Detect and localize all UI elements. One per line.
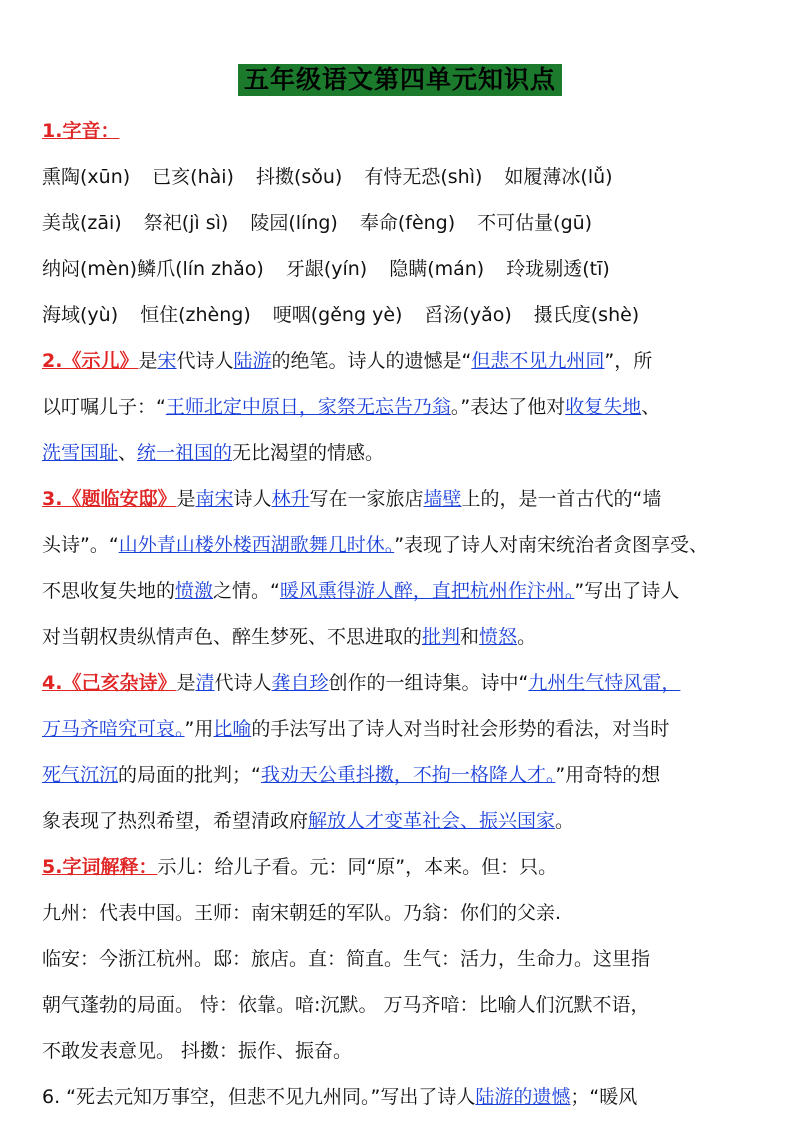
text: 。: [517, 626, 537, 648]
text: 对当朝权贵纵情声色、醉生梦死、不思进取的: [42, 626, 423, 648]
page-title: 五年级语文第四单元知识点: [238, 64, 562, 96]
pinyin-item: 陵园(líng): [250, 212, 338, 234]
text: ”表现了诗人对南宋统治者贪图享受、: [394, 534, 709, 556]
sec3-line-3: [42, 568, 754, 614]
pinyin-item: 隐瞒(mán): [389, 258, 485, 280]
pinyin-item: 熏陶(xūn): [42, 166, 131, 188]
text: ；“暖风: [570, 1086, 638, 1108]
keyword: 愤激: [175, 580, 214, 602]
keyword: 南宋: [195, 488, 234, 510]
sec2-line-1: [42, 338, 754, 384]
text: 示儿：给儿子看。元：同“原”，本来。但：只。: [157, 856, 558, 878]
sec3-line-2: [42, 522, 754, 568]
pinyin-item: 已亥(hài): [152, 166, 234, 188]
sec3-line-1: [42, 476, 754, 522]
keyword: 陆游的遗憾: [475, 1086, 571, 1108]
keyword: 解放人才变革社会、振兴国家: [308, 810, 556, 832]
text: 上的，是一首古代的“墙: [461, 488, 662, 510]
pinyin-item: 有恃无恐(shì): [364, 166, 483, 188]
pinyin-row-3: [42, 246, 754, 292]
text: ”写出了诗人: [574, 580, 680, 602]
sec5-line-3: [42, 936, 754, 982]
text: 的绝笔。诗人的遗憾是“: [271, 350, 472, 372]
pinyin-item: 如履薄冰(lǚ): [504, 166, 613, 188]
pinyin-item: 海域(yù): [42, 304, 119, 326]
keyword: 愤怒: [479, 626, 518, 648]
text: 临安：今浙江杭州。邸：旅店。直：简直。生气：活力，生命力。这里指: [42, 948, 651, 970]
sec4-heading: 4.《己亥杂诗》: [42, 672, 177, 694]
text: 。: [555, 810, 575, 832]
keyword: 暖风熏得游人醉，直把杭州作汴州。: [279, 580, 575, 602]
keyword: 死气沉沉: [42, 764, 119, 786]
text: 6. “死去元知万事空，但悲不见九州同。”写出了诗人: [42, 1086, 476, 1108]
text: 代诗人: [214, 672, 272, 694]
pinyin-item: 美哉(zāi): [42, 212, 122, 234]
pinyin-item: 不可估量(gū): [477, 212, 593, 234]
text: 和: [460, 626, 480, 648]
keyword: 比喻: [213, 718, 252, 740]
sec2-line-2: [42, 384, 754, 430]
sec2-line-3: [42, 430, 754, 476]
sec4-line-1: [42, 660, 754, 706]
title-wrap: [0, 64, 800, 96]
sec3-heading: 3.《题临安邸》: [42, 488, 177, 510]
pinyin-item: 纳闷(mèn)鳞爪(lín zhǎo): [42, 258, 264, 280]
pinyin-item: 玲珑剔透(tī): [506, 258, 610, 280]
text: 不思收复失地的: [42, 580, 176, 602]
sec5-line-4: [42, 982, 754, 1028]
pinyin-item: 舀汤(yǎo): [424, 304, 512, 326]
text: 是: [138, 350, 158, 372]
keyword: 九州生气恃风雷，: [528, 672, 681, 694]
keyword: 林升: [271, 488, 310, 510]
text: 不敢发表意见。 抖擞：振作、振奋。: [42, 1040, 353, 1062]
text: ”用: [184, 718, 214, 740]
text: 朝气蓬勃的局面。 恃：依靠。喑:沉默。 万马齐喑：比喻人们沉默不语，: [42, 994, 650, 1016]
sec2-heading: 2.《示儿》: [42, 350, 139, 372]
text: 创作的一组诗集。诗中“: [328, 672, 529, 694]
document-body: [42, 108, 754, 1120]
text: 诗人: [233, 488, 272, 510]
pinyin-item: 摄氏度(shè): [533, 304, 640, 326]
text: 是: [176, 672, 196, 694]
pinyin-row-1: [42, 154, 754, 200]
keyword: 我劝天公重抖擞，不拘一格降人才。: [260, 764, 556, 786]
text: 头诗”。“: [42, 534, 119, 556]
text: 的手法写出了诗人对当时社会形势的看法，对当时: [251, 718, 670, 740]
text: 写在一家旅店: [309, 488, 424, 510]
pinyin-item: 哽咽(gěng yè): [272, 304, 403, 326]
text: 代诗人: [176, 350, 234, 372]
keyword: 清: [195, 672, 215, 694]
keyword: 山外青山楼外楼西湖歌舞几时休。: [118, 534, 395, 556]
text: 象表现了热烈希望，希望清政府: [42, 810, 309, 832]
sec4-line-3: [42, 752, 754, 798]
text: 、: [118, 442, 138, 464]
keyword: 收复失地: [565, 396, 642, 418]
keyword: 龚自珍: [271, 672, 329, 694]
pinyin-item: 恒住(zhèng): [140, 304, 251, 326]
keyword: 宋: [157, 350, 177, 372]
sec3-line-4: [42, 614, 754, 660]
pinyin-row-2: [42, 200, 754, 246]
sec6-line-1: [42, 1074, 754, 1120]
keyword: 王师北定中原日，家祭无忘告乃翁: [165, 396, 451, 418]
pinyin-row-4: [42, 292, 754, 338]
text: 的局面的批判；“: [118, 764, 261, 786]
text: 九州：代表中国。王师：南宋朝廷的军队。乃翁：你们的父亲.: [42, 902, 562, 924]
keyword: 批判: [422, 626, 461, 648]
pinyin-item: 牙龈(yín): [285, 258, 368, 280]
keyword: 陆游: [233, 350, 272, 372]
keyword: 万马齐喑究可哀。: [42, 718, 185, 740]
text: 以叮嘱儿子：“: [42, 396, 166, 418]
text: ”，所: [604, 350, 653, 372]
keyword: 但悲不见九州同: [471, 350, 605, 372]
sec5-line-2: [42, 890, 754, 936]
pinyin-item: 祭祀(jì sì): [143, 212, 229, 234]
text: ”用奇特的想: [555, 764, 661, 786]
keyword: 洗雪国耻: [42, 442, 119, 464]
text: 。”表达了他对: [450, 396, 566, 418]
sec1-heading-line: [42, 108, 754, 154]
keyword: 统一祖国的: [137, 442, 233, 464]
sec5-line-5: [42, 1028, 754, 1074]
text: 、: [641, 396, 661, 418]
sec1-heading: 1.字音：: [42, 120, 120, 142]
keyword: 墙壁: [423, 488, 462, 510]
text: 是: [176, 488, 196, 510]
sec4-line-2: [42, 706, 754, 752]
pinyin-item: 奉命(fèng): [359, 212, 456, 234]
text: 无比渴望的情感。: [232, 442, 385, 464]
text: 之情。“: [213, 580, 280, 602]
sec5-heading: 5.字词解释：: [42, 856, 158, 878]
sec5-line-1: [42, 844, 754, 890]
sec4-line-4: [42, 798, 754, 844]
pinyin-item: 抖擞(sǒu): [255, 166, 343, 188]
